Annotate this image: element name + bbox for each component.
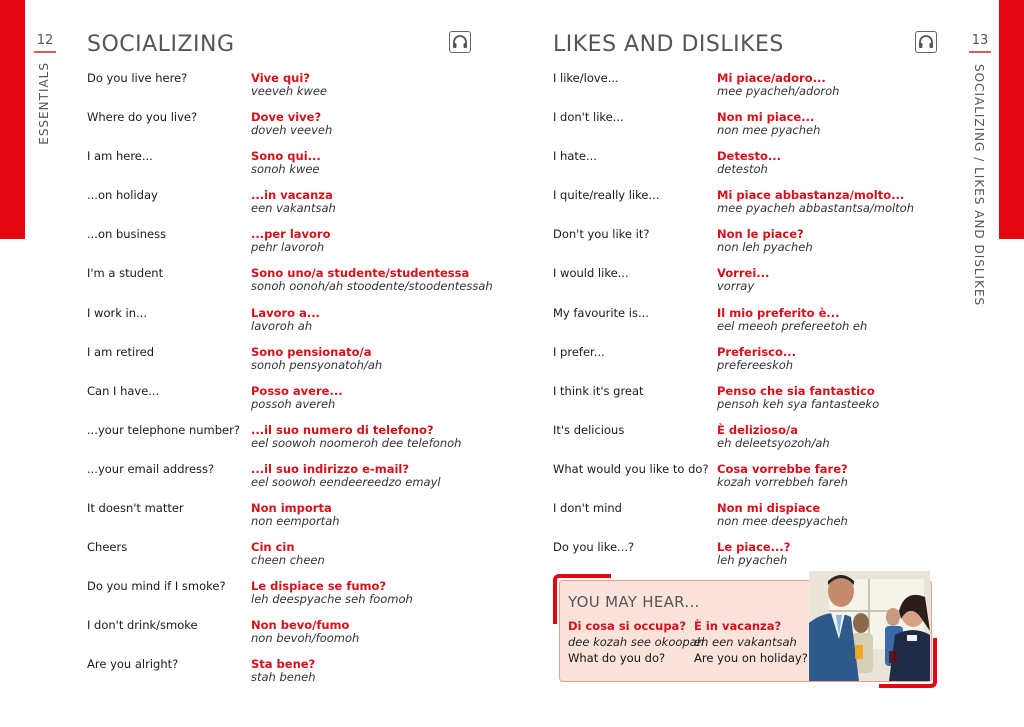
phrase-english: Cheers xyxy=(87,540,128,555)
phrase-italian: Cosa vorrebbe fare? xyxy=(717,461,848,476)
phrase-english: It doesn't matter xyxy=(87,501,184,516)
phrase-italian: ...il suo indirizzo e-mail? xyxy=(251,461,410,476)
phrase-english: I hate... xyxy=(553,149,597,164)
phrase-italian: Preferisco... xyxy=(717,344,796,359)
hear-pronunciation: dee kozah see okoopah xyxy=(568,635,705,649)
phrase-english: I prefer... xyxy=(553,344,605,359)
phrase-pronunciation: non mee deespyacheh xyxy=(717,514,848,529)
red-corner-accent-bottom-right xyxy=(879,638,937,688)
phrase-italian: Dove vive? xyxy=(251,110,322,125)
phrase-english: It's delicious xyxy=(553,422,625,437)
hear-pronunciation: eh een vakantsah xyxy=(694,635,797,649)
phrase-pronunciation: non bevoh/foomoh xyxy=(251,631,360,646)
right-red-tab xyxy=(999,0,1024,239)
phrase-pronunciation: vorray xyxy=(717,279,755,294)
phrase-pronunciation: possoh avereh xyxy=(251,396,336,411)
phrase-english: What would you like to do? xyxy=(553,461,709,476)
phrase-english: ...your email address? xyxy=(87,461,215,476)
phrase-pronunciation: eel meeoh prefereetoh eh xyxy=(717,318,868,333)
phrase-pronunciation: cheen cheen xyxy=(251,553,325,568)
phrase-english: I work in... xyxy=(87,305,147,320)
headphones-icon[interactable] xyxy=(449,31,471,53)
phrase-english: I don't like... xyxy=(553,110,624,125)
phrase-pronunciation: detestoh xyxy=(717,162,768,177)
phrase-italian: È delizioso/a xyxy=(717,422,799,437)
phrase-pronunciation: eel soowoh noomeroh dee telefonoh xyxy=(251,435,462,450)
section-title-likes-dislikes: LIKES AND DISLIKES xyxy=(553,32,784,57)
phrase-pronunciation: eh deleetsyozoh/ah xyxy=(717,435,830,450)
hear-italian: È in vacanza? xyxy=(694,619,782,633)
phrase-italian: Vive qui? xyxy=(251,71,310,85)
headphones-icon-glyph xyxy=(918,35,934,49)
phrase-english: Do you mind if I smoke? xyxy=(87,579,226,594)
phrase-pronunciation: prefereeskoh xyxy=(717,357,794,372)
you-may-hear-title: YOU MAY HEAR... xyxy=(568,593,700,611)
phrase-english: ...on business xyxy=(87,227,167,242)
you-may-hear-item xyxy=(694,618,808,666)
phrase-pronunciation: non mee pyacheh xyxy=(717,123,821,138)
phrase-english: I'm a student xyxy=(87,266,164,281)
phrase-italian: Le dispiace se fumo? xyxy=(251,579,387,594)
phrase-italian: Il mio preferito è... xyxy=(717,305,840,320)
phrase-italian: Non bevo/fumo xyxy=(251,618,350,633)
phrase-italian: Cin cin xyxy=(251,540,295,555)
page-number-rule-right xyxy=(969,51,991,53)
phrase-pronunciation: kozah vorrebbeh fareh xyxy=(717,474,848,489)
phrase-italian: Sono uno/a studente/studentessa xyxy=(251,266,470,281)
phrase-english: I don't mind xyxy=(553,501,622,516)
phrase-italian: Sta bene? xyxy=(251,657,316,672)
headphones-icon-glyph xyxy=(452,35,468,49)
phrase-italian: Vorrei... xyxy=(717,266,770,281)
phrase-italian: Non le piace? xyxy=(717,227,804,242)
phrase-english: I am here... xyxy=(87,149,153,164)
phrase-english: I would like... xyxy=(553,266,629,281)
phrase-italian: ...per lavoro xyxy=(251,227,331,242)
phrase-pronunciation: eel soowoh eendeereedzo emayl xyxy=(251,474,441,489)
phrase-english: Do you like...? xyxy=(553,540,635,555)
phrase-italian: Non mi piace... xyxy=(717,110,815,125)
phrase-italian: Non importa xyxy=(251,501,332,516)
side-label-right: SOCIALIZING / LIKES AND DISLIKES xyxy=(972,64,986,307)
left-red-tab xyxy=(0,0,25,239)
phrase-english: ...your telephone number? xyxy=(87,422,240,437)
phrase-pronunciation: sonoh kwee xyxy=(251,162,320,177)
phrase-pronunciation: veeveh kwee xyxy=(251,84,327,98)
phrase-english: My favourite is... xyxy=(553,305,649,320)
section-title-socializing: SOCIALIZING xyxy=(87,32,235,57)
hear-english: What do you do? xyxy=(568,651,666,665)
phrase-english: I quite/really like... xyxy=(553,188,660,203)
phrase-pronunciation: non eemportah xyxy=(251,514,340,529)
phrase-pronunciation: leh pyacheh xyxy=(717,553,788,568)
phrase-pronunciation: een vakantsah xyxy=(251,201,336,216)
phrase-pronunciation: sonoh pensyonatoh/ah xyxy=(251,357,383,372)
side-label-left: ESSENTIALS xyxy=(37,62,51,145)
phrase-english: Can I have... xyxy=(87,383,160,398)
phrase-pronunciation: doveh veeveh xyxy=(251,123,333,138)
you-may-hear-item xyxy=(568,618,704,666)
phrase-english: Where do you live? xyxy=(87,110,198,125)
phrase-pronunciation: pensoh keh sya fantasteeko xyxy=(717,396,880,411)
phrase-italian: Lavoro a... xyxy=(251,305,320,320)
phrase-italian: Mi piace/adoro... xyxy=(717,71,826,85)
phrase-pronunciation: pehr lavoroh xyxy=(251,240,325,255)
phrase-pronunciation: lavoroh ah xyxy=(251,318,313,333)
headphones-icon[interactable] xyxy=(915,31,937,53)
page-number-right: 13 xyxy=(971,33,989,48)
phrase-pronunciation: leh deespyache seh foomoh xyxy=(251,592,413,607)
phrase-italian: Le piace...? xyxy=(717,540,791,555)
phrase-italian: Non mi dispiace xyxy=(717,501,821,516)
phrase-english: ...on holiday xyxy=(87,188,158,203)
hear-italian: Di cosa si occupa? xyxy=(568,619,686,633)
phrase-english: I like/love... xyxy=(553,71,619,85)
phrase-english: I think it's great xyxy=(553,383,644,398)
phrase-pronunciation: non leh pyacheh xyxy=(717,240,813,255)
phrase-english: I am retired xyxy=(87,344,155,359)
phrase-italian: Penso che sia fantastico xyxy=(717,383,875,398)
phrase-pronunciation: sonoh oonoh/ah stoodente/stoodentessah xyxy=(251,279,493,294)
phrase-italian: ...in vacanza xyxy=(251,188,333,203)
page-number-left: 12 xyxy=(36,33,54,48)
phrase-italian: Sono qui... xyxy=(251,149,321,164)
phrase-italian: Detesto... xyxy=(717,149,781,164)
phrase-english: Do you live here? xyxy=(87,71,188,85)
phrase-italian: Sono pensionato/a xyxy=(251,344,372,359)
phrase-pronunciation: mee pyacheh abbastantsa/moltoh xyxy=(717,201,915,216)
hear-english: Are you on holiday? xyxy=(694,651,808,665)
phrase-english: I don't drink/smoke xyxy=(87,618,198,633)
phrase-english: Are you alright? xyxy=(87,657,179,672)
phrase-italian: ...il suo numero di telefono? xyxy=(251,422,434,437)
phrase-english: Don't you like it? xyxy=(553,227,650,242)
phrase-italian: Posso avere... xyxy=(251,383,343,398)
red-corner-accent-top-left xyxy=(553,574,611,624)
page-number-rule-left xyxy=(34,51,56,53)
phrase-italian: Mi piace abbastanza/molto... xyxy=(717,188,905,203)
phrase-pronunciation: mee pyacheh/adoroh xyxy=(717,84,840,98)
phrase-pronunciation: stah beneh xyxy=(251,670,316,685)
